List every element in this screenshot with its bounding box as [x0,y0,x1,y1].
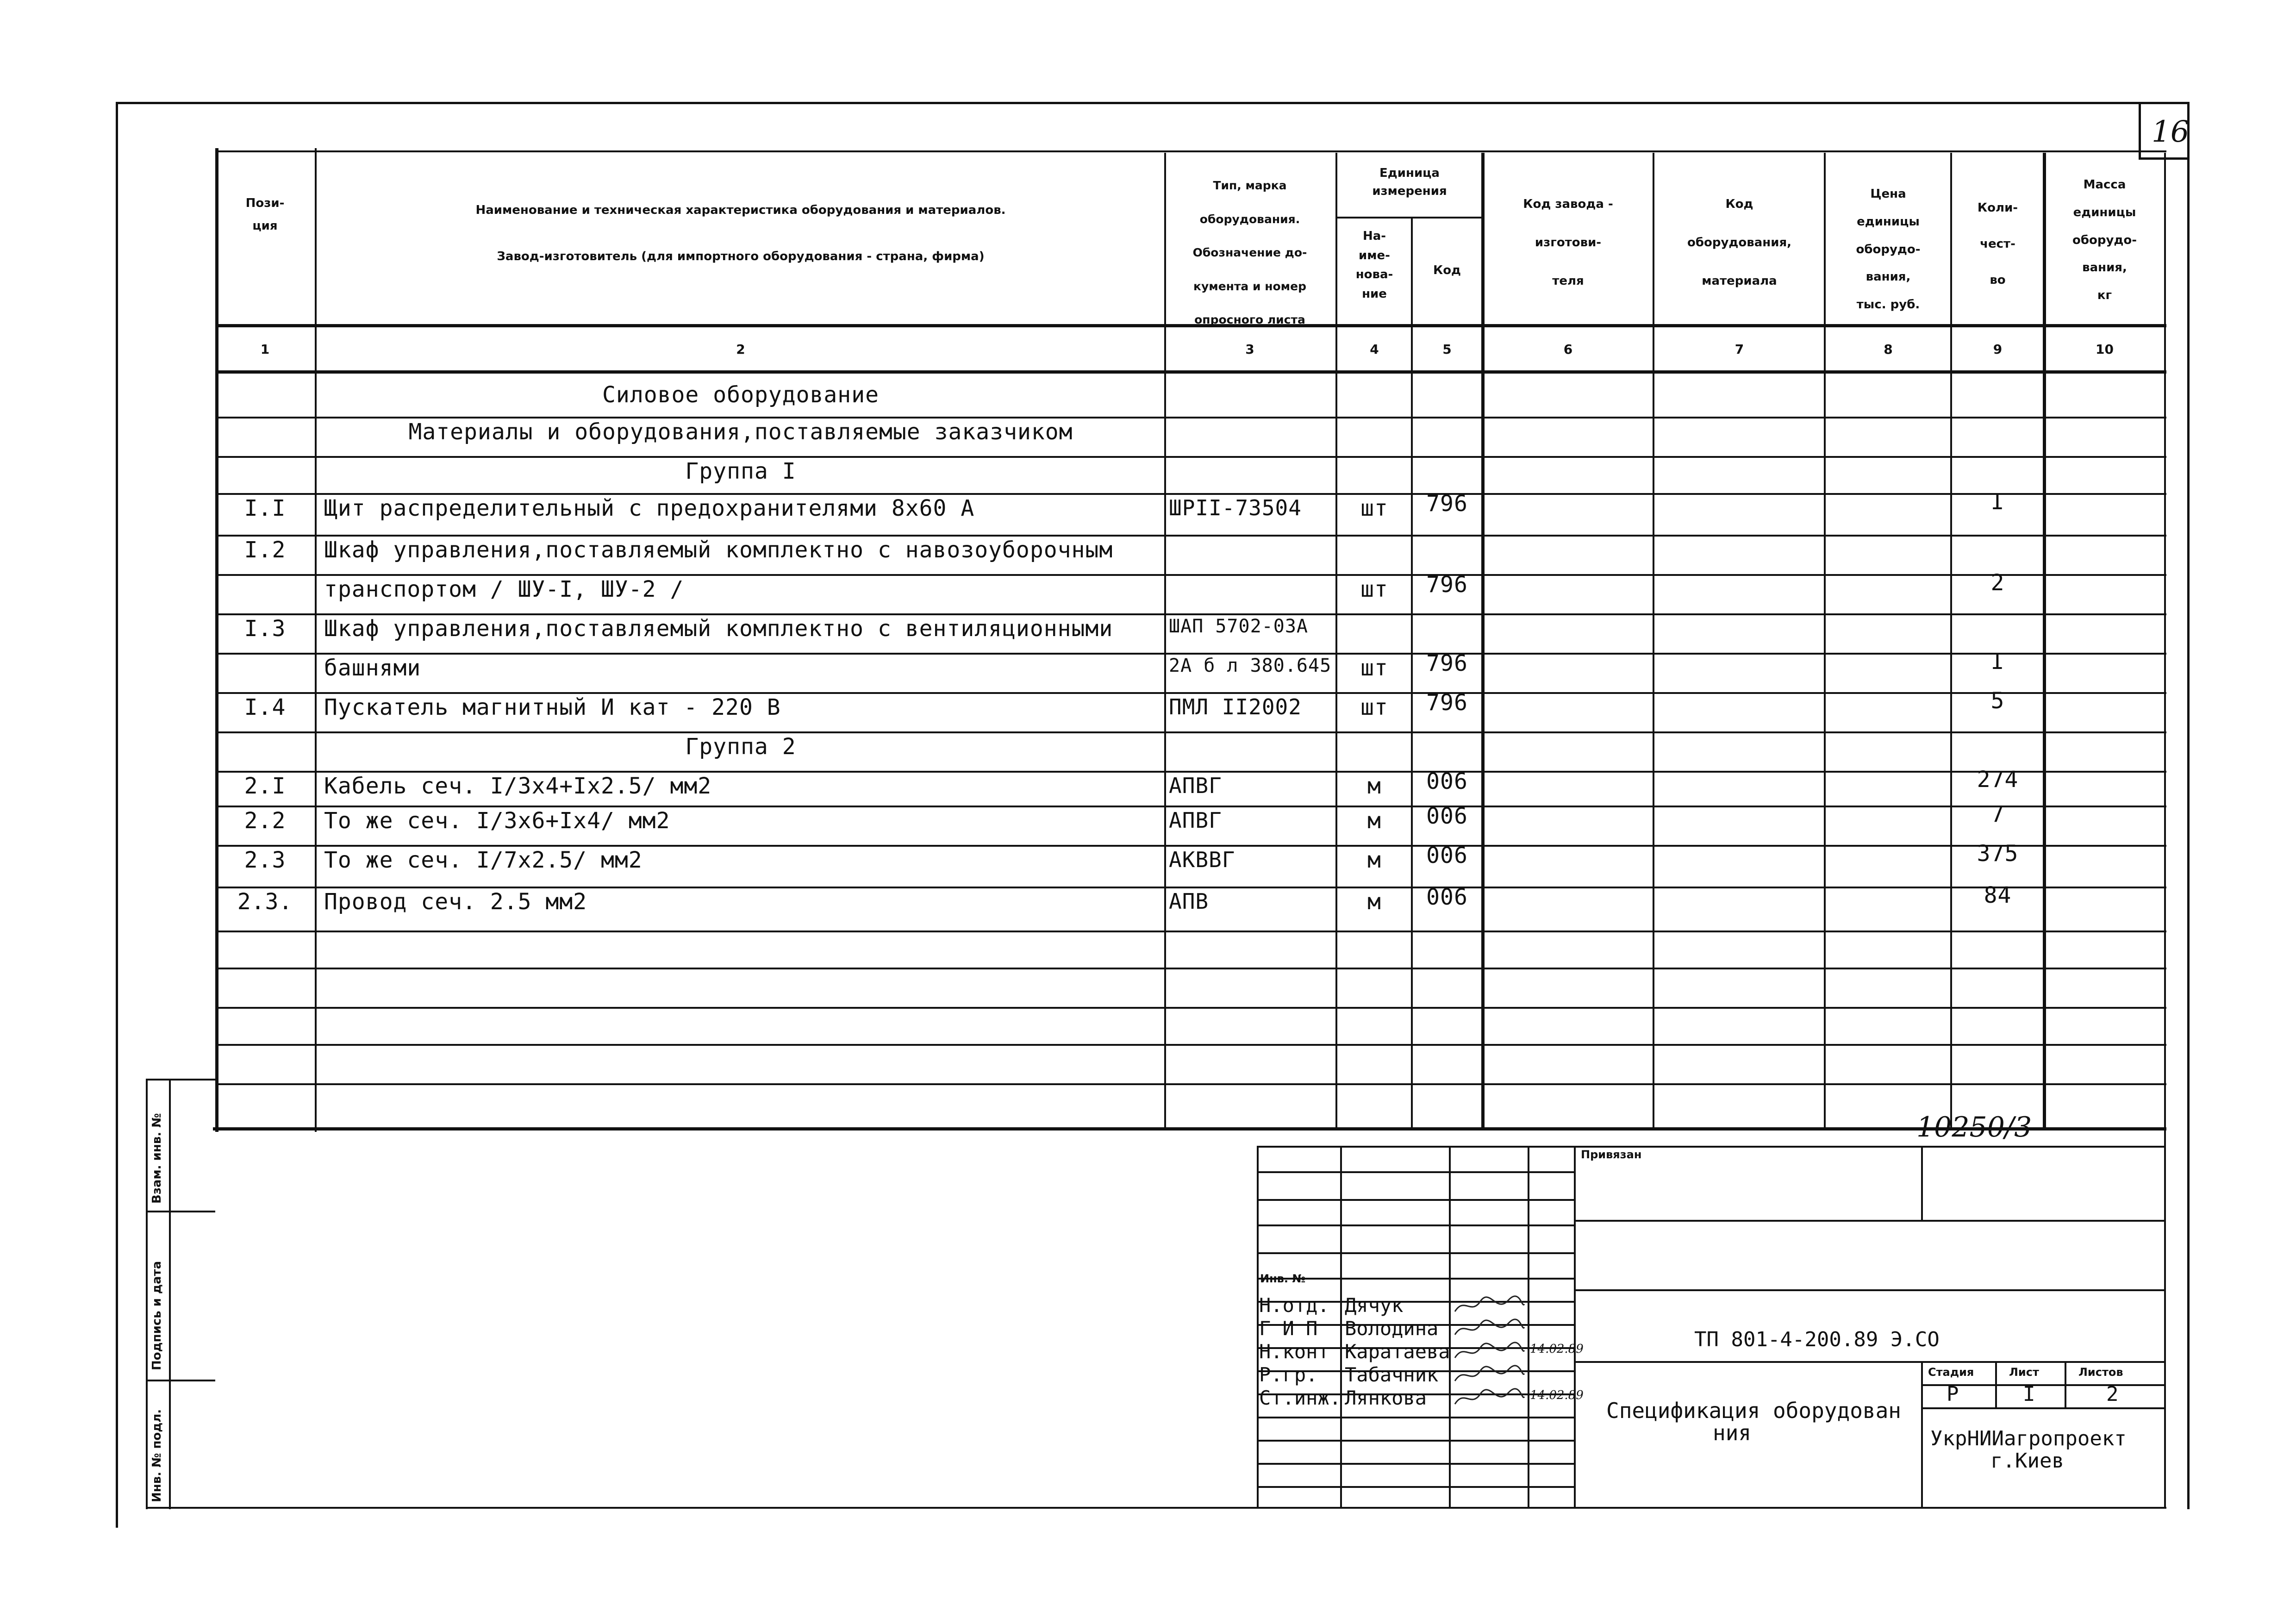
row-divider [215,1007,2166,1009]
staff-name: Табачник [1345,1363,1439,1386]
stage-value: Р [1947,1382,1959,1406]
row-name: Кабель сеч. I/3х4+Iх2.5/ мм2 [324,773,712,799]
colnum-1: 1 [260,342,270,357]
row-position: I.2 [244,537,286,563]
colnum-2: 2 [736,342,745,357]
row-name: Шкаф управления,поставляемый комплектно с навозоуборочным [324,537,1113,563]
colnum-7: 7 [1734,342,1744,357]
staff-role: Н.отд. [1259,1294,1329,1317]
privyazan-label: Привязан [1581,1148,1642,1161]
row-code: 796 [1426,650,1468,676]
row-qty: I [1990,489,2005,515]
org-line2: г.Киев [1990,1449,2064,1473]
row-unit: м [1367,847,1381,873]
row-code: 796 [1426,690,1468,716]
sheets-label: Листов [2078,1366,2123,1379]
row-divider [215,887,2166,888]
row-type: АПВ [1169,889,1209,914]
row-type: АПВГ [1169,773,1222,798]
row-qty: 5 [1990,688,2005,714]
colnum-4: 4 [1370,342,1379,357]
row-divider [215,456,2166,458]
row-divider [215,535,2166,537]
row-code: 796 [1426,572,1468,598]
staff-date: 14.02.89 [1530,1342,1584,1356]
sheet-border-left [116,102,118,1528]
row-divider [215,1044,2166,1046]
row-type: ПМЛ II2002 [1169,694,1302,719]
staff-name: Каратаева [1345,1340,1450,1363]
doc-title-line1: Спецификация оборудован [1606,1398,1901,1423]
row-name: Пускатель магнитный И кат - 220 В [324,694,781,720]
row-code: 006 [1426,843,1468,868]
sheet-value: I [2023,1382,2035,1406]
signature [1453,1318,1527,1339]
header-unit: Единица измерения [1372,166,1447,198]
doc-title-line2: ния [1713,1420,1752,1445]
row-section-title: Материалы и оборудования,поставляемые заказчиком [408,419,1073,445]
row-name: транспортом / ШУ-I, ШУ-2 / [324,576,684,602]
row-position: I.I [244,495,286,521]
row-name: То же сеч. I/7х2.5/ мм2 [324,847,643,873]
signature [1453,1341,1527,1362]
row-code: 006 [1426,803,1468,829]
side-podpis-label: Подпись и дата [150,1261,164,1370]
row-divider [215,1083,2166,1085]
header-col9: Коли- чест- во [1977,201,2018,287]
sheet-border-top [116,102,2190,104]
row-unit: м [1367,773,1381,799]
header-col7: Код оборудования, материала [1687,197,1792,288]
row-divider [215,771,2166,773]
row-divider [215,931,2166,932]
staff-name: Лянкова [1345,1387,1427,1409]
row-position: I.3 [244,616,286,642]
staff-role: Ст.инж. [1259,1387,1341,1409]
colnum-9: 9 [1993,342,2003,357]
row-unit: м [1367,889,1381,915]
staff-role: Н.конт [1259,1340,1329,1363]
header-col1: Пози- ция [245,196,285,233]
row-divider [215,574,2166,576]
row-position: 2.2 [244,808,286,834]
row-section-title: Группа 2 [685,734,796,760]
row-type: 2А б л 380.645 [1169,655,1332,676]
org-line1: УкрНИИагропроект [1930,1427,2127,1450]
row-type: ШАП 5702-03А [1169,616,1308,637]
colnum-8: 8 [1884,342,1893,357]
header-col2-line1: Наименование и техническая характеристика оборудования и материалов. [475,203,1006,217]
row-unit: м [1367,808,1381,834]
row-qty: 7 [1990,801,2005,827]
row-divider [215,653,2166,655]
row-divider [215,731,2166,733]
sheet-label: Лист [2009,1366,2039,1379]
row-qty: 2 [1990,570,2005,596]
row-divider [215,692,2166,694]
row-unit: шт [1360,655,1388,681]
row-qty: I [1990,649,2005,675]
inv-no-label: Инв. № [1260,1272,1306,1285]
colnum-10: 10 [2096,342,2114,357]
project-code: ТП 801-4-200.89 Э.СО [1694,1328,1940,1351]
sheet-border-right [2187,102,2190,1509]
row-position: 2.3. [237,889,293,915]
colnum-5: 5 [1442,342,1452,357]
row-code: 006 [1426,884,1468,910]
row-code: 006 [1426,768,1468,794]
signature [1453,1295,1527,1316]
row-unit: шт [1360,694,1388,720]
side-vzam-label: Взам. инв. № [150,1113,164,1204]
row-type: АПВГ [1169,808,1222,833]
signature [1453,1364,1527,1386]
doc-code: 10250/3 [1916,1111,2032,1143]
header-col6: Код завода - изготови- теля [1523,197,1613,288]
row-divider [215,845,2166,847]
row-unit: шт [1360,576,1388,602]
row-type: ШРII-73504 [1169,495,1302,520]
row-qty: 84 [1984,882,2012,908]
row-divider [215,613,2166,615]
colnum-3: 3 [1245,342,1254,357]
row-divider [215,968,2166,969]
row-name: башнями [324,655,421,681]
signature [1453,1387,1527,1409]
staff-date: 14.02.89 [1530,1388,1584,1402]
row-name: Шкаф управления,поставляемый комплектно с вентиляционными [324,616,1113,642]
side-inv-podl-label: Инв. № подл. [150,1409,164,1502]
stage-label: Стадия [1928,1366,1974,1379]
row-section-title: Силовое оборудование [602,382,879,408]
header-col3: Тип, марка оборудования. Обозначение до- кумента и номер опросного листа [1192,179,1307,326]
staff-role: Г И П [1259,1317,1318,1340]
sheet-number: 16 [2152,115,2190,149]
row-name: То же сеч. I/3х6+Iх4/ мм2 [324,808,670,834]
row-name: Щит распределительный с предохранителями 8х60 А [324,495,975,521]
header-col10: Масса единицы оборудо- вания, кг [2072,178,2137,303]
row-code: 796 [1426,491,1468,517]
staff-role: Р.гр. [1259,1363,1318,1386]
header-col4: На- име- нова- ние [1355,229,1393,301]
row-type: АКВВГ [1169,847,1235,872]
row-position: 2.I [244,773,286,799]
row-section-title: Группа I [685,458,796,484]
staff-name: Дячук [1345,1294,1404,1317]
row-qty: 274 [1977,767,2019,793]
row-qty: 375 [1977,841,2019,867]
row-name: Провод сеч. 2.5 мм2 [324,889,587,915]
row-divider [215,806,2166,807]
row-position: I.4 [244,694,286,720]
row-divider [215,417,2166,418]
header-col5: Код [1433,263,1461,277]
staff-name: Володина [1345,1317,1439,1340]
row-divider [215,493,2166,495]
header-col2-line2: Завод-изготовитель (для импортного оборудования - страна, фирма) [497,250,985,263]
header-col8: Цена единицы оборудо- вания, тыс. руб. [1856,187,1921,312]
sheets-value: 2 [2106,1382,2119,1406]
row-position: 2.3 [244,847,286,873]
colnum-6: 6 [1563,342,1573,357]
row-unit: шт [1360,495,1388,521]
